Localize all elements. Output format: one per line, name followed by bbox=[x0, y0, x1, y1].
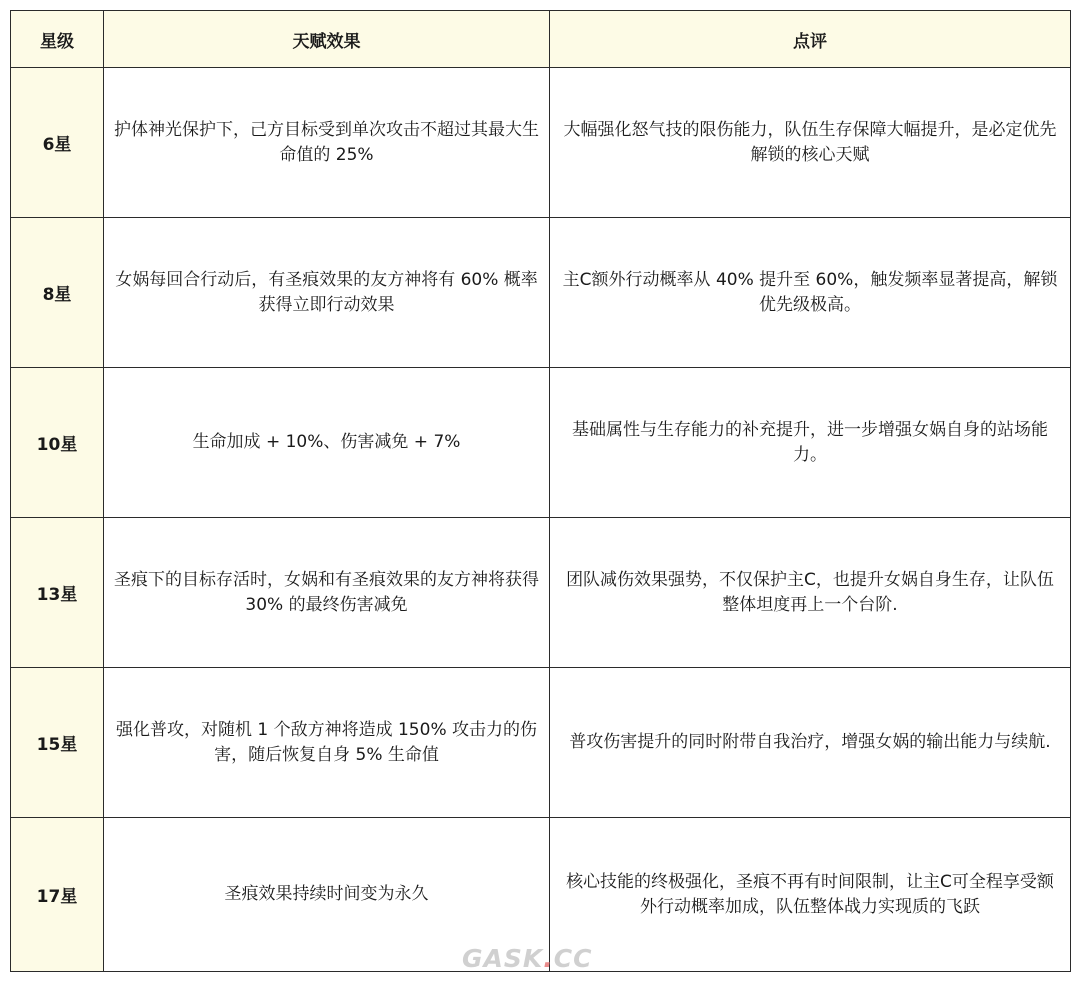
table-row bbox=[11, 368, 1071, 518]
talent-effect-cell: 圣痕效果持续时间变为永久 bbox=[104, 818, 550, 972]
watermark-logo bbox=[462, 944, 592, 973]
header-talent-effect: 天赋效果 bbox=[104, 11, 550, 68]
star-level-cell: 17星 bbox=[11, 818, 104, 972]
talent-table bbox=[10, 10, 1071, 972]
talent-effect-cell: 生命加成 + 10%、伤害减免 + 7% bbox=[104, 368, 550, 518]
header-row bbox=[11, 11, 1071, 68]
table-row bbox=[11, 518, 1071, 668]
comment-cell: 基础属性与生存能力的补充提升，进一步增强女娲自身的站场能力。 bbox=[550, 368, 1071, 518]
table-row bbox=[11, 668, 1071, 818]
comment-cell: 主C额外行动概率从 40% 提升至 60%，触发频率显著提高，解锁优先级极高。 bbox=[550, 218, 1071, 368]
watermark-dot: . bbox=[543, 944, 554, 973]
talent-effect-cell: 护体神光保护下，己方目标受到单次攻击不超过其最大生命值的 25% bbox=[104, 68, 550, 218]
comment-cell: 团队减伤效果强势，不仅保护主C，也提升女娲自身生存，让队伍整体坦度再上一个台阶. bbox=[550, 518, 1071, 668]
table-row bbox=[11, 218, 1071, 368]
watermark-text-right: CC bbox=[553, 944, 593, 973]
star-level-cell: 15星 bbox=[11, 668, 104, 818]
header-comment: 点评 bbox=[550, 11, 1071, 68]
star-level-cell: 13星 bbox=[11, 518, 104, 668]
header-star-level: 星级 bbox=[11, 11, 104, 68]
comment-cell: 核心技能的终极强化，圣痕不再有时间限制，让主C可全程享受额外行动概率加成，队伍整体战力实现质的飞跃 bbox=[550, 818, 1071, 972]
table-row bbox=[11, 68, 1071, 218]
star-level-cell: 10星 bbox=[11, 368, 104, 518]
comment-cell: 大幅强化怒气技的限伤能力，队伍生存保障大幅提升，是必定优先解锁的核心天赋 bbox=[550, 68, 1071, 218]
watermark-text-left: GASK bbox=[462, 944, 544, 973]
comment-cell: 普攻伤害提升的同时附带自我治疗，增强女娲的输出能力与续航. bbox=[550, 668, 1071, 818]
star-level-cell: 8星 bbox=[11, 218, 104, 368]
talent-effect-cell: 强化普攻，对随机 1 个敌方神将造成 150% 攻击力的伤害，随后恢复自身 5% 生命值 bbox=[104, 668, 550, 818]
star-level-cell: 6星 bbox=[11, 68, 104, 218]
talent-effect-cell: 女娲每回合行动后，有圣痕效果的友方神将有 60% 概率获得立即行动效果 bbox=[104, 218, 550, 368]
talent-effect-cell: 圣痕下的目标存活时，女娲和有圣痕效果的友方神将获得 30% 的最终伤害减免 bbox=[104, 518, 550, 668]
